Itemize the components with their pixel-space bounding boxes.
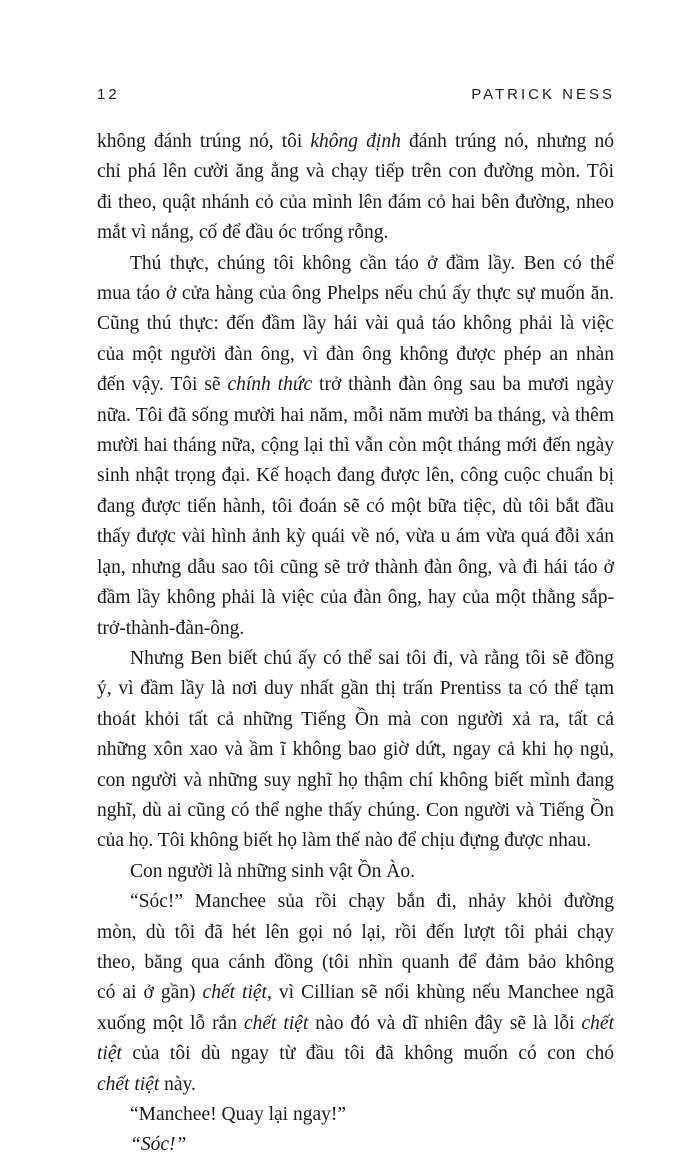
text-run: mua táo ở cửa hàng của ông Phelps nếu chú ấy thực sự muốn ăn. [97, 283, 614, 305]
running-title: PATRICK NESS [471, 86, 615, 103]
italic-text: chết tiệt [97, 1073, 160, 1095]
text-line [97, 826, 614, 856]
text-run: của tôi dù ngay từ đầu tôi đã không muốn có con chó [121, 1043, 614, 1065]
italic-text: chết tiệt [202, 982, 267, 1004]
text-line-content [97, 1070, 614, 1100]
text-run: thấy được vài hình ảnh kỳ quái về nó, vừa u ám vừa quá đỗi xán [97, 526, 614, 548]
text-line-content [97, 309, 614, 339]
text-line [97, 340, 614, 370]
text-line [97, 857, 614, 887]
text-run: đang được tiến hành, tôi đoán sẽ có một bữa tiệc, dù tôi bắt đầu [97, 495, 614, 517]
italic-text: tiệt [97, 1043, 122, 1065]
text-run: lạn, nhưng dẫu sao tôi cũng sẽ trở thành đàn ông, và đi hái táo ở [97, 556, 614, 578]
text-line-content [97, 401, 614, 431]
text-line [97, 461, 614, 491]
text-line [97, 978, 614, 1008]
text-run: Nhưng Ben biết chú ấy có thể sai tôi đi, và rằng tôi sẽ đồng [130, 647, 614, 669]
text-line-content [97, 522, 614, 552]
text-line-content [97, 340, 614, 370]
italic-text: chết [581, 1012, 614, 1034]
text-run: theo, băng qua cánh đồng (tôi nhìn quanh để đảm bảo không [97, 951, 614, 973]
text-line-content [97, 553, 614, 583]
text-line [97, 431, 614, 461]
text-run: Con người là những sinh vật Ồn Ào. [130, 860, 415, 882]
text-run: mười hai tháng nữa, cộng lại thì vẫn còn một tháng mới đến ngày [97, 435, 614, 457]
italic-text: không định [310, 131, 401, 152]
text-line-content [97, 218, 614, 248]
text-run: trở thành đàn ông sau ba mươi ngày [312, 374, 615, 396]
text-run: mắt vì nắng, cố để đầu óc trống rỗng. [97, 222, 389, 244]
text-run: ý, vì đầm lầy là nơi duy nhất gần thị trấn Prentiss ta có thể tạm [97, 678, 614, 700]
text-line [97, 948, 614, 978]
text-line-content [97, 492, 614, 522]
page-number: 12 [97, 86, 120, 103]
text-run: những xôn xao và ầm ĩ không bao giờ dứt, ngay cả khi họ ngủ, [97, 739, 614, 761]
text-run: không đánh trúng nó, tôi [97, 131, 311, 152]
text-run: đi theo, quật nhánh cỏ của mình lên đám cỏ hai bên đường, nheo [97, 191, 614, 213]
text-line-content [97, 614, 614, 644]
text-run: của họ. Tôi không biết họ làm thế nào để chịu đựng được nhau. [97, 830, 592, 852]
text-line [97, 1100, 614, 1130]
text-line-content [97, 918, 614, 948]
text-line [97, 127, 614, 157]
text-line [97, 218, 614, 248]
text-line [97, 492, 614, 522]
text-run: này. [159, 1073, 196, 1095]
text-run: , vì Cillian sẽ nổi khùng nếu Manchee ngã [266, 982, 614, 1004]
text-line [97, 249, 614, 279]
text-line [97, 614, 614, 644]
text-line-content [97, 188, 614, 218]
text-run: nào đó và dĩ nhiên đây sẽ là lỗi [308, 1012, 582, 1034]
text-line [97, 735, 614, 765]
text-line-content [97, 370, 614, 400]
text-line-content [97, 948, 614, 978]
text-line-content [97, 735, 614, 765]
text-run: của một người đàn ông, vì đàn ông không được phép an nhàn [97, 343, 614, 365]
text-line-content [97, 279, 614, 309]
text-line-content [97, 157, 614, 187]
text-run: đầm lầy không phải là việc của đàn ông, hay của một thằng sắp- [97, 587, 614, 609]
text-line [97, 705, 614, 735]
text-run: trở-thành-đàn-ông. [97, 617, 245, 639]
text-line [97, 674, 614, 704]
text-line [97, 279, 614, 309]
text-line [97, 1039, 614, 1069]
text-line-content [130, 249, 614, 279]
text-line-content [97, 766, 614, 796]
text-line [97, 1009, 614, 1039]
text-run: đến vậy. Tôi sẽ [97, 374, 228, 396]
italic-text: “Sóc!” [130, 1134, 187, 1156]
running-header [97, 86, 615, 103]
text-line-content [130, 887, 614, 917]
text-line [97, 553, 614, 583]
text-line [97, 370, 614, 400]
text-line [97, 309, 614, 339]
text-line-content [130, 644, 614, 674]
text-line-content [97, 674, 614, 704]
text-line-content [97, 461, 614, 491]
text-run: con người và những suy nghĩ họ thậm chí không biết mình đang [97, 769, 614, 791]
text-line [97, 887, 614, 917]
text-line-content [97, 431, 614, 461]
text-line-content [97, 583, 614, 613]
text-run: nghĩ, dù ai cũng có thể nghe thấy chúng. Con người và Tiếng Ồn [97, 799, 614, 821]
text-line-content [97, 127, 614, 157]
text-run: mòn, dù tôi đã hét lên gọi nó lại, rồi đến lượt tôi phải chạy [97, 921, 614, 943]
text-line [97, 583, 614, 613]
text-line-content [130, 1100, 614, 1130]
text-run: chỉ phá lên cười ăng ẳng và chạy tiếp trên con đường mòn. Tôi [97, 161, 614, 183]
text-line [97, 188, 614, 218]
text-run: Thú thực, chúng tôi không cần táo ở đầm lầy. Ben có thể [130, 252, 614, 274]
text-run: có ai ở gần) [97, 982, 203, 1004]
text-line-content [130, 857, 614, 887]
text-line-content [97, 978, 614, 1008]
text-line-content [97, 826, 614, 856]
text-run: đánh trúng nó, nhưng nó [400, 131, 614, 152]
italic-text: chết tiệt [243, 1012, 309, 1034]
text-run: “Sóc!” Manchee sủa rồi chạy bắn đi, nhảy khỏi đường [130, 891, 614, 913]
text-run: thoát khỏi tất cả những Tiếng Ồn mà con người xả ra, tất cả [97, 708, 614, 730]
text-run: xuống một lỗ rắn [97, 1012, 244, 1034]
italic-text: chính thức [227, 374, 313, 396]
text-line [97, 522, 614, 552]
text-run: “Manchee! Quay lại ngay!” [130, 1104, 347, 1125]
text-line [97, 157, 614, 187]
text-run: sinh nhật trọng đại. Kế hoạch đang được lên, công cuộc chuẩn bị [97, 465, 614, 487]
text-line [97, 1070, 614, 1100]
text-line [97, 918, 614, 948]
text-line-content [130, 1130, 614, 1160]
text-run: Cũng thú thực: đến đầm lầy hái vài quả táo không phải là việc [97, 313, 614, 335]
text-line [97, 796, 614, 826]
text-line-content [97, 1009, 614, 1039]
text-run: nữa. Tôi đã sống mười hai năm, mỗi năm mười ba tháng, và thêm [97, 404, 614, 426]
text-line [97, 401, 614, 431]
text-line [97, 1130, 614, 1160]
text-line-content [97, 705, 614, 735]
text-line-content [97, 1039, 614, 1069]
text-line [97, 644, 614, 674]
body-text [97, 127, 614, 1161]
text-line [97, 766, 614, 796]
text-line-content [97, 796, 614, 826]
